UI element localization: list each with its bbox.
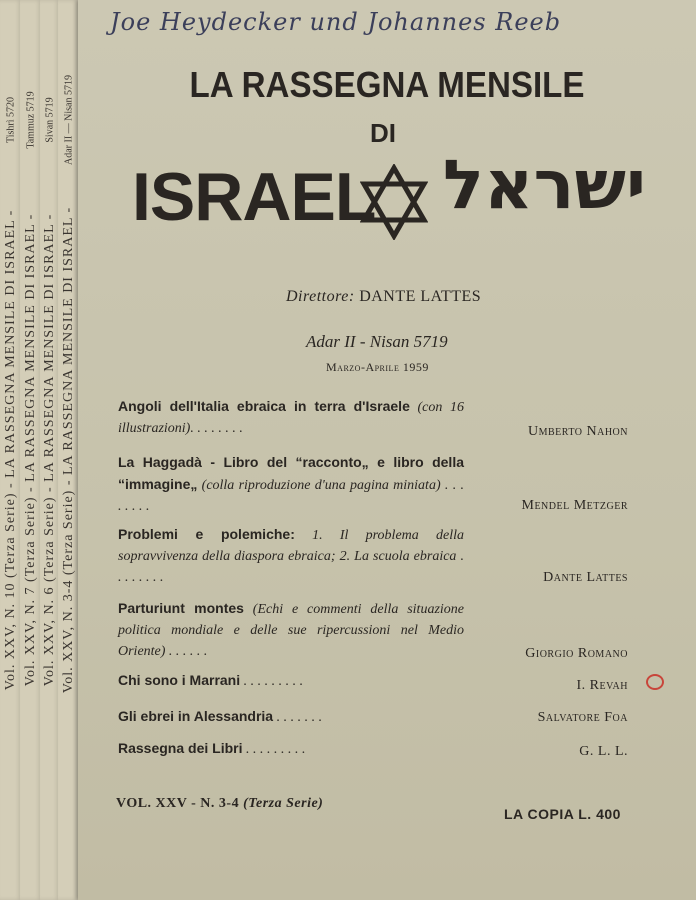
- toc-title-detail: 1. Il problema della sopravvivenza della diaspora ebraica; 2. La scuola ebraica . . . . . . . .: [118, 528, 465, 585]
- toc-title: [118, 524, 464, 588]
- director-name: DANTE LATTES: [359, 288, 482, 305]
- toc-title-main: Parturiunt montes: [118, 600, 244, 616]
- toc-author: Dante Lattes: [543, 570, 628, 585]
- toc-title-main: La Haggadà - Libro del “racconto„ e libro della “immagine„: [118, 454, 464, 492]
- spine-text: Vol. XXV, N. 7 (Terza Serie) - LA RASSEGNA MENSILE DI ISRAEL -: [23, 213, 38, 687]
- issue-month: Marzo-Aprile 1959: [326, 360, 429, 374]
- masthead-israel-hebrew: ישראל: [442, 146, 646, 225]
- toc-title-main: Gli ebrei in Alessandria: [118, 708, 274, 724]
- toc-title: [118, 738, 464, 760]
- toc-title-main: Problemi e polemiche:: [118, 526, 295, 542]
- toc-title-main: Chi sono i Marrani: [118, 672, 241, 688]
- toc-author: I. Revah: [576, 678, 628, 693]
- director-line: [286, 288, 481, 306]
- red-circle-mark: [646, 674, 664, 690]
- star-of-david-icon: [360, 164, 428, 240]
- toc-title-detail: . . . . . . . . .: [242, 742, 306, 757]
- toc-title-main: Rassegna dei Libri: [118, 740, 243, 756]
- toc-author: Giorgio Romano: [525, 646, 628, 661]
- spine-text: Vol. XXV, N. 6 (Terza Serie) - LA RASSEGNA MENSILE DI ISRAEL -: [42, 213, 57, 687]
- book-spines: [0, 0, 84, 900]
- volume-number: VOL. XXV - N. 3-4: [116, 796, 240, 811]
- toc-author: Umberto Nahon: [528, 424, 628, 439]
- spine-issue-date: Sivan 5719: [44, 97, 56, 143]
- toc-title: [118, 598, 464, 662]
- spine-text: Vol. XXV, N. 3-4 (Terza Serie) - LA RASSEGNA MENSILE DI ISRAEL -: [61, 206, 76, 694]
- director-label: Direttore:: [286, 288, 355, 305]
- masthead-title: LA RASSEGNA MENSILE: [189, 64, 585, 105]
- spine-text: Vol. XXV, N. 10 (Terza Serie) - LA RASSEGNA MENSILE DI ISRAEL -: [3, 209, 18, 691]
- volume-line: [116, 796, 323, 812]
- spine-issue-date: Adar II — Nisan 5719: [63, 75, 75, 165]
- price-label: LA COPIA L. 400: [504, 806, 621, 822]
- toc-title-detail: . . . . . . . . .: [240, 674, 304, 689]
- spine-issue-date: Tammuz 5719: [25, 91, 37, 149]
- issue-hebrew-date: Adar II - Nisan 5719: [306, 332, 448, 351]
- toc-title-main: Angoli dell'Italia ebraica in terra d'Israele: [118, 398, 410, 414]
- masthead-israel-latin: ISRAEL: [132, 159, 376, 235]
- toc-title-detail: . . . . . . .: [273, 710, 323, 725]
- toc-title: [118, 452, 464, 517]
- volume-series: (Terza Serie): [243, 796, 324, 811]
- toc-title: [118, 396, 464, 439]
- toc-author: G. L. L.: [579, 744, 628, 759]
- toc-title: [118, 706, 464, 728]
- toc-author: Salvatore Foa: [537, 710, 628, 725]
- handwritten-inscription: Joe Heydecker und Johannes Reeb: [110, 8, 562, 36]
- toc-title-detail: (colla riproduzione d'una pagina miniata) . . . . . . . .: [118, 478, 464, 514]
- masthead-di: DI: [370, 118, 396, 148]
- toc-title-detail: (con 16 illustrazioni). . . . . . . .: [118, 400, 464, 436]
- spine-issue-date: Tishrì 5720: [5, 96, 17, 144]
- toc-author: Mendel Metzger: [521, 498, 628, 513]
- toc-title-detail: (Echi e commenti della situazione politica mondiale e delle sue ripercussioni nel Medio Oriente) . . . . . .: [118, 602, 464, 659]
- toc-title: [118, 670, 464, 692]
